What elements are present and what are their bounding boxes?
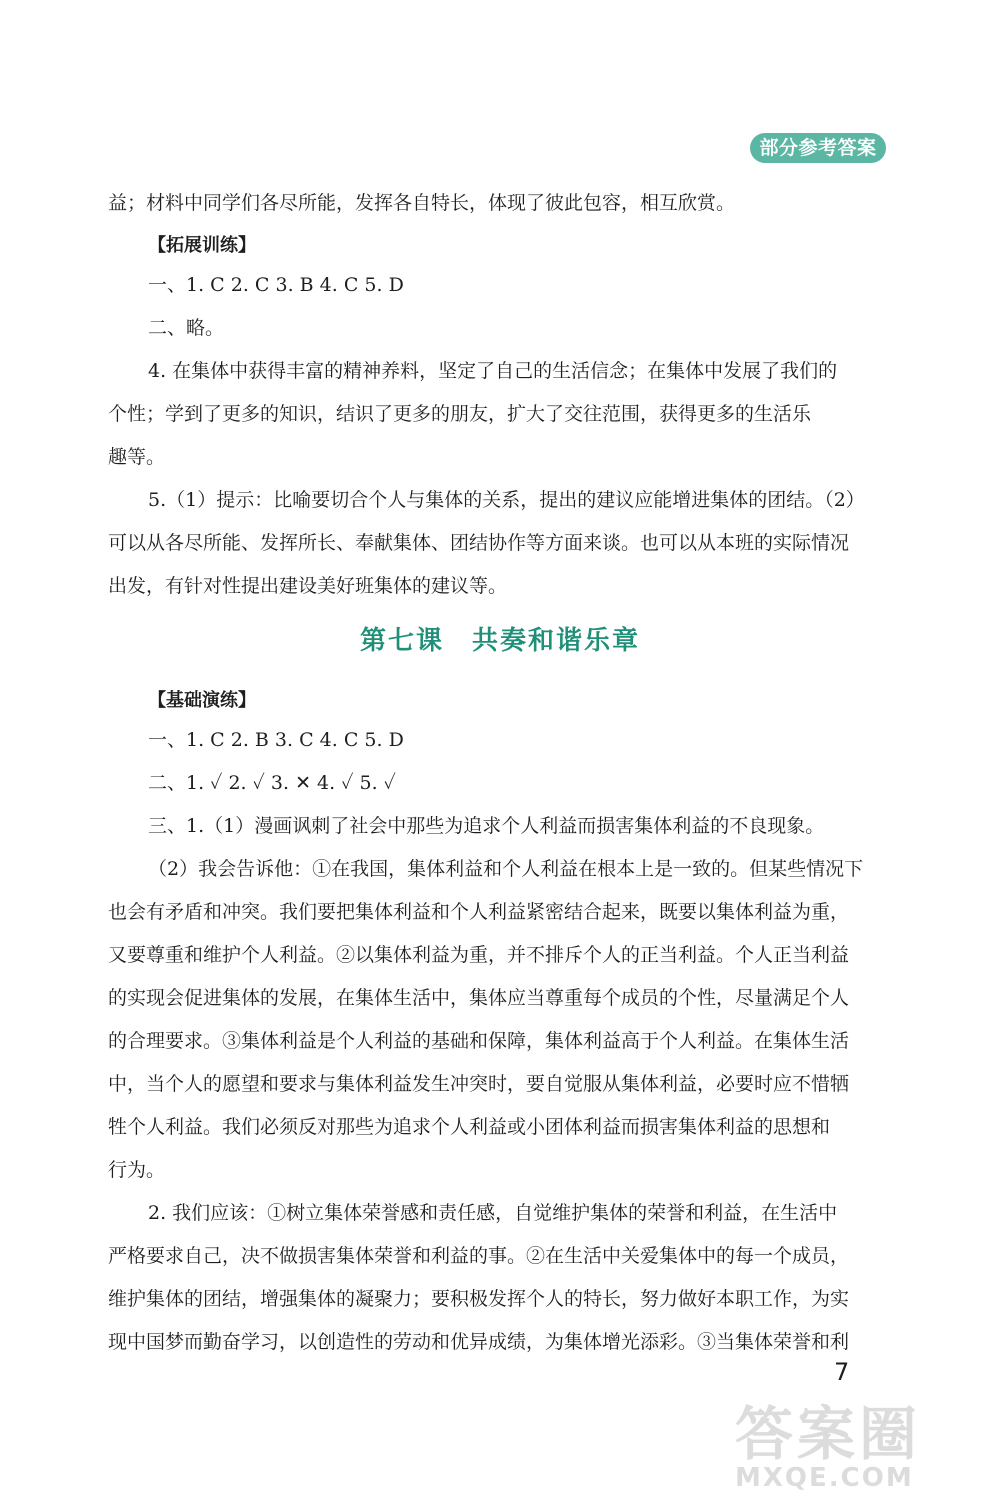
answer-line: 二、1. ✓ 2. ✓ 3. ✕ 4. ✓ 5. ✓ bbox=[148, 772, 396, 794]
answer-line: 二、略。 bbox=[148, 317, 225, 339]
watermark-url: MXQE.COM bbox=[735, 1463, 914, 1493]
answer-line: 出发，有针对性提出建设美好班集体的建议等。 bbox=[108, 575, 508, 597]
answer-line: 个性；学到了更多的知识，结识了更多的朋友，扩大了交往范围，获得更多的生活乐 bbox=[108, 403, 812, 425]
answer-line: 趣等。 bbox=[108, 446, 166, 468]
answer-line: 4. 在集体中获得丰富的精神养料，坚定了自己的生活信念；在集体中发展了我们的 bbox=[148, 360, 838, 382]
lesson-number: 第七课 bbox=[359, 626, 444, 656]
answer-line: 现中国梦而勤奋学习，以创造性的劳动和优异成绩，为集体增光添彩。③当集体荣誉和利 bbox=[108, 1331, 850, 1353]
answer-line: 益；材料中同学们各尽所能，发挥各自特长，体现了彼此包容，相互欣赏。 bbox=[108, 192, 736, 214]
answer-line: 2. 我们应该：①树立集体荣誉感和责任感，自觉维护集体的荣誉和利益，在生活中 bbox=[148, 1202, 838, 1224]
answer-line: 也会有矛盾和冲突。我们要把集体利益和个人利益紧密结合起来，既要以集体利益为重， bbox=[108, 901, 850, 923]
section-heading-expansion: 【拓展训练】 bbox=[148, 235, 256, 256]
section-heading-basic: 【基础演练】 bbox=[148, 690, 256, 711]
answer-line: 的实现会促进集体的发展，在集体生活中，集体应当尊重每个成员的个性，尽量满足个人 bbox=[108, 987, 850, 1009]
answer-line: 一、1. C 2. B 3. C 4. C 5. D bbox=[148, 729, 404, 751]
answer-line: 又要尊重和维护个人利益。②以集体利益为重，并不排斥个人的正当利益。个人正当利益 bbox=[108, 944, 850, 966]
answer-line: 维护集体的团结，增强集体的凝聚力；要积极发挥个人的特长，努力做好本职工作，为实 bbox=[108, 1288, 850, 1310]
section-badge: 部分参考答案 bbox=[750, 133, 886, 163]
answer-line: 的合理要求。③集体利益是个人利益的基础和保障，集体利益高于个人利益。在集体生活 bbox=[108, 1030, 850, 1052]
answer-line: （2）我会告诉他：①在我国，集体利益和个人利益在根本上是一致的。但某些情况下 bbox=[148, 858, 864, 880]
answer-line: 三、1.（1）漫画讽刺了社会中那些为追求个人利益而损害集体利益的不良现象。 bbox=[148, 815, 825, 837]
answer-line: 可以从各尽所能、发挥所长、奉献集体、团结协作等方面来谈。也可以从本班的实际情况 bbox=[108, 532, 850, 554]
answer-line: 行为。 bbox=[108, 1159, 166, 1181]
lesson-name: 共奏和谐乐章 bbox=[472, 626, 641, 656]
answer-line: 严格要求自己，决不做损害集体荣誉和利益的事。②在生活中关爱集体中的每一个成员， bbox=[108, 1245, 850, 1267]
answer-line: 牲个人利益。我们必须反对那些为追求个人利益或小团体利益而损害集体利益的思想和 bbox=[108, 1116, 831, 1138]
answer-line: 一、1. C 2. C 3. B 4. C 5. D bbox=[148, 274, 404, 296]
answer-line: 5.（1）提示：比喻要切合个人与集体的关系，提出的建议应能增进集体的团结。（2） bbox=[148, 489, 865, 511]
watermark-logo: 答案圈 bbox=[735, 1400, 922, 1468]
lesson-title bbox=[0, 620, 1000, 657]
page-number: 7 bbox=[834, 1358, 850, 1386]
watermark bbox=[735, 1400, 922, 1493]
answer-line: 中，当个人的愿望和要求与集体利益发生冲突时，要自觉服从集体利益，必要时应不惜牺 bbox=[108, 1073, 850, 1095]
